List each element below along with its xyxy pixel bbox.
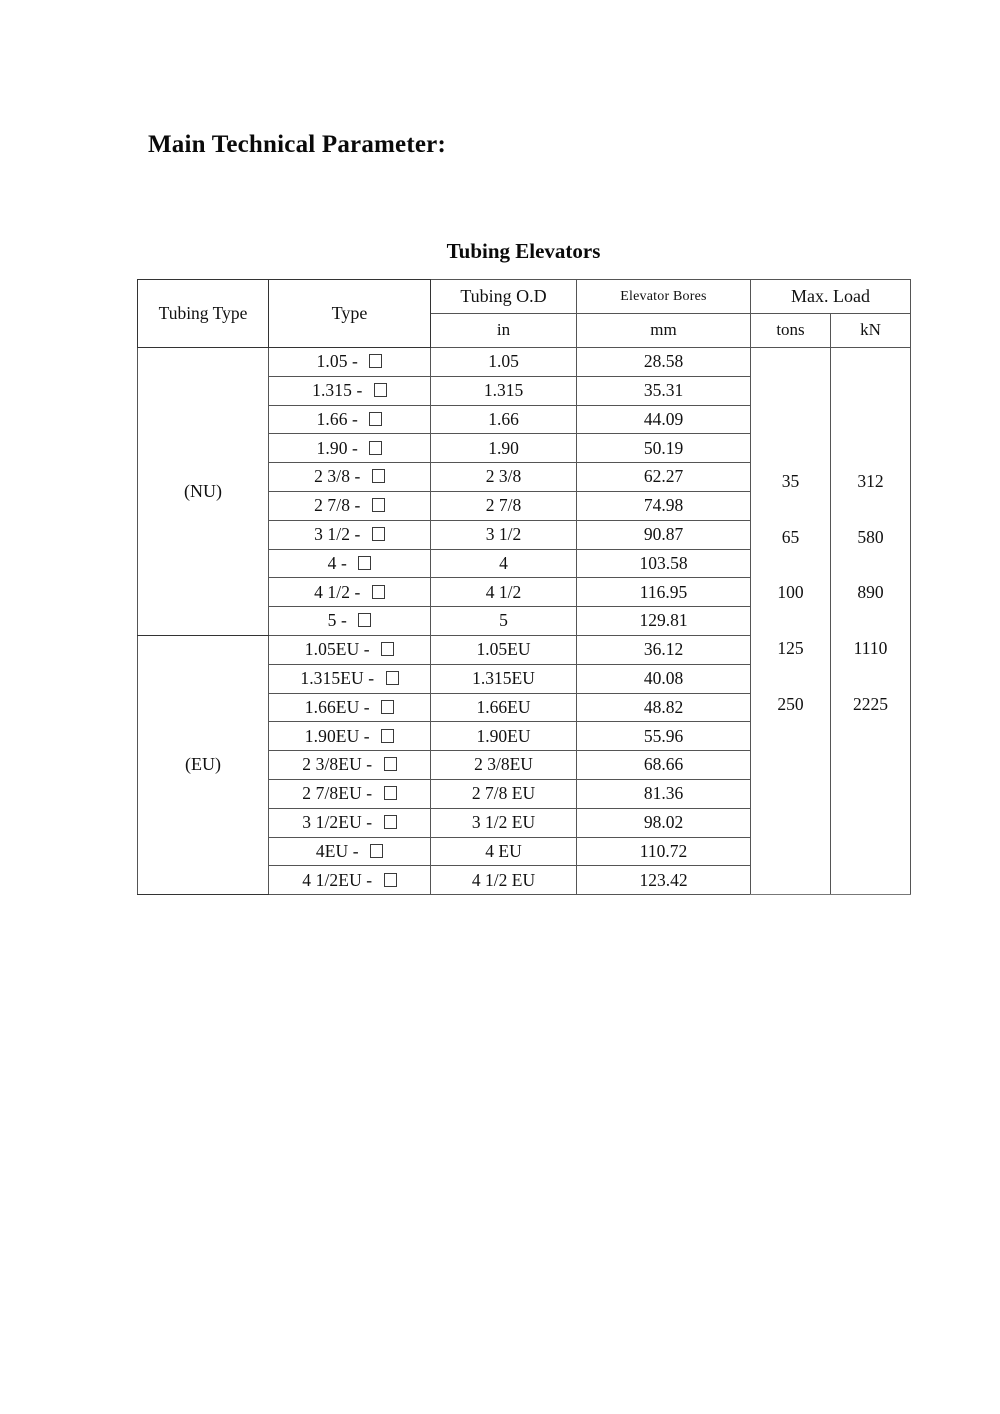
cell-elevator-bore-mm: 28.58 bbox=[577, 348, 751, 377]
cell-tubing-od-in: 1.05 bbox=[431, 348, 577, 377]
missing-glyph-box-icon bbox=[369, 412, 382, 426]
header-unit-in: in bbox=[431, 314, 577, 348]
cell-tubing-od-in: 3 1/2 bbox=[431, 520, 577, 549]
cell-tubing-od-in: 4 1/2 bbox=[431, 578, 577, 607]
cell-tubing-od-in: 2 3/8EU bbox=[431, 751, 577, 780]
missing-glyph-box-icon bbox=[384, 757, 397, 771]
tubing-type-group-label: (EU) bbox=[138, 635, 269, 894]
tubing-elevators-table-wrapper bbox=[137, 279, 910, 895]
missing-glyph-box-icon bbox=[386, 671, 399, 685]
max-load-value: 100 bbox=[777, 582, 804, 603]
cell-type-label: 2 7/8EU - bbox=[302, 783, 377, 804]
cell-tubing-od-in: 5 bbox=[431, 607, 577, 636]
cell-elevator-bore-mm: 36.12 bbox=[577, 635, 751, 664]
max-load-value: 35 bbox=[781, 471, 800, 492]
cell-elevator-bore-mm: 55.96 bbox=[577, 722, 751, 751]
cell-type-label: 1.66 - bbox=[316, 408, 363, 429]
cell-type-label: 1.90EU - bbox=[304, 725, 375, 746]
cell-type bbox=[269, 751, 431, 780]
cell-type bbox=[269, 434, 431, 463]
cell-type bbox=[269, 578, 431, 607]
table-caption: Tubing Elevators bbox=[446, 239, 601, 263]
cell-type-label: 1.315 - bbox=[312, 380, 367, 401]
cell-type-label: 4EU - bbox=[315, 840, 364, 861]
cell-type-label: 1.05 - bbox=[316, 351, 363, 372]
cell-type bbox=[269, 520, 431, 549]
cell-type bbox=[269, 607, 431, 636]
cell-elevator-bore-mm: 35.31 bbox=[577, 376, 751, 405]
cell-type-label: 2 3/8 - bbox=[314, 466, 365, 487]
cell-tubing-od-in: 1.90 bbox=[431, 434, 577, 463]
missing-glyph-box-icon bbox=[358, 556, 371, 570]
cell-type bbox=[269, 463, 431, 492]
missing-glyph-box-icon bbox=[381, 700, 394, 714]
cell-elevator-bore-mm: 123.42 bbox=[577, 866, 751, 895]
cell-tubing-od-in: 4 1/2 EU bbox=[431, 866, 577, 895]
missing-glyph-box-icon bbox=[370, 844, 383, 858]
max-load-value: 250 bbox=[777, 693, 804, 714]
cell-tubing-od-in: 1.66EU bbox=[431, 693, 577, 722]
cell-type-label: 4 - bbox=[327, 552, 352, 573]
cell-type-label: 1.90 - bbox=[316, 437, 363, 458]
cell-tubing-od-in: 1.66 bbox=[431, 405, 577, 434]
cell-type bbox=[269, 866, 431, 895]
cell-type-label: 3 1/2EU - bbox=[302, 812, 377, 833]
cell-elevator-bore-mm: 40.08 bbox=[577, 664, 751, 693]
max-load-value: 125 bbox=[777, 637, 804, 658]
header-unit-kn: kN bbox=[831, 314, 911, 348]
cell-elevator-bore-mm: 48.82 bbox=[577, 693, 751, 722]
cell-elevator-bore-mm: 103.58 bbox=[577, 549, 751, 578]
cell-type bbox=[269, 405, 431, 434]
max-load-value: 65 bbox=[781, 526, 800, 547]
cell-type-label: 1.66EU - bbox=[304, 696, 375, 717]
max-load-value: 1110 bbox=[853, 637, 888, 658]
table-row bbox=[138, 348, 911, 377]
missing-glyph-box-icon bbox=[358, 613, 371, 627]
cell-type bbox=[269, 722, 431, 751]
missing-glyph-box-icon bbox=[374, 383, 387, 397]
header-max-load: Max. Load bbox=[751, 280, 911, 314]
cell-type bbox=[269, 376, 431, 405]
cell-tubing-od-in: 4 bbox=[431, 549, 577, 578]
missing-glyph-box-icon bbox=[384, 815, 397, 829]
cell-type bbox=[269, 635, 431, 664]
cell-tubing-od-in: 2 7/8 EU bbox=[431, 779, 577, 808]
cell-tubing-od-in: 1.90EU bbox=[431, 722, 577, 751]
max-load-value: 890 bbox=[857, 582, 884, 603]
missing-glyph-box-icon bbox=[369, 441, 382, 455]
max-load-value: 580 bbox=[857, 526, 884, 547]
header-tubing-type: Tubing Type bbox=[138, 280, 269, 348]
cell-type bbox=[269, 664, 431, 693]
cell-elevator-bore-mm: 90.87 bbox=[577, 520, 751, 549]
cell-type-label: 3 1/2 - bbox=[314, 524, 365, 545]
missing-glyph-box-icon bbox=[372, 469, 385, 483]
cell-elevator-bore-mm: 116.95 bbox=[577, 578, 751, 607]
table-body bbox=[138, 348, 911, 895]
cell-type bbox=[269, 693, 431, 722]
cell-elevator-bore-mm: 81.36 bbox=[577, 779, 751, 808]
missing-glyph-box-icon bbox=[384, 786, 397, 800]
header-unit-mm: mm bbox=[577, 314, 751, 348]
max-load-value: 2225 bbox=[853, 693, 888, 714]
missing-glyph-box-icon bbox=[369, 354, 382, 368]
cell-type-label: 5 - bbox=[327, 610, 352, 631]
header-tubing-od: Tubing O.D bbox=[431, 280, 577, 314]
cell-elevator-bore-mm: 68.66 bbox=[577, 751, 751, 780]
missing-glyph-box-icon bbox=[381, 729, 394, 743]
missing-glyph-box-icon bbox=[372, 527, 385, 541]
cell-tubing-od-in: 2 7/8 bbox=[431, 491, 577, 520]
header-unit-tons: tons bbox=[751, 314, 831, 348]
cell-elevator-bore-mm: 50.19 bbox=[577, 434, 751, 463]
cell-tubing-od-in: 3 1/2 EU bbox=[431, 808, 577, 837]
cell-type bbox=[269, 549, 431, 578]
cell-type-label: 2 3/8EU - bbox=[302, 754, 377, 775]
cell-tubing-od-in: 1.315 bbox=[431, 376, 577, 405]
cell-type bbox=[269, 779, 431, 808]
cell-elevator-bore-mm: 44.09 bbox=[577, 405, 751, 434]
tubing-type-group-label: (NU) bbox=[138, 348, 269, 636]
cell-type-label: 4 1/2 - bbox=[314, 581, 365, 602]
cell-elevator-bore-mm: 98.02 bbox=[577, 808, 751, 837]
max-load-tons-column bbox=[751, 348, 831, 895]
cell-type bbox=[269, 348, 431, 377]
missing-glyph-box-icon bbox=[384, 873, 397, 887]
cell-type bbox=[269, 808, 431, 837]
cell-type bbox=[269, 491, 431, 520]
cell-elevator-bore-mm: 129.81 bbox=[577, 607, 751, 636]
cell-tubing-od-in: 1.05EU bbox=[431, 635, 577, 664]
missing-glyph-box-icon bbox=[372, 498, 385, 512]
max-load-value: 312 bbox=[857, 471, 884, 492]
table-header bbox=[138, 280, 911, 348]
max-load-kn-column bbox=[831, 348, 911, 895]
cell-type-label: 4 1/2EU - bbox=[302, 869, 377, 890]
cell-type bbox=[269, 837, 431, 866]
cell-type-label: 2 7/8 - bbox=[314, 495, 365, 516]
cell-elevator-bore-mm: 62.27 bbox=[577, 463, 751, 492]
cell-elevator-bore-mm: 110.72 bbox=[577, 837, 751, 866]
cell-tubing-od-in: 2 3/8 bbox=[431, 463, 577, 492]
page-title: Main Technical Parameter: bbox=[148, 131, 446, 158]
tubing-elevators-table bbox=[137, 279, 911, 895]
missing-glyph-box-icon bbox=[381, 642, 394, 656]
header-elevator-bores: Elevator Bores bbox=[577, 280, 751, 314]
header-type: Type bbox=[269, 280, 431, 348]
cell-tubing-od-in: 1.315EU bbox=[431, 664, 577, 693]
cell-type-label: 1.315EU - bbox=[300, 668, 379, 689]
cell-tubing-od-in: 4 EU bbox=[431, 837, 577, 866]
missing-glyph-box-icon bbox=[372, 585, 385, 599]
cell-elevator-bore-mm: 74.98 bbox=[577, 491, 751, 520]
header-row-top bbox=[138, 280, 911, 314]
cell-type-label: 1.05EU - bbox=[304, 639, 375, 660]
